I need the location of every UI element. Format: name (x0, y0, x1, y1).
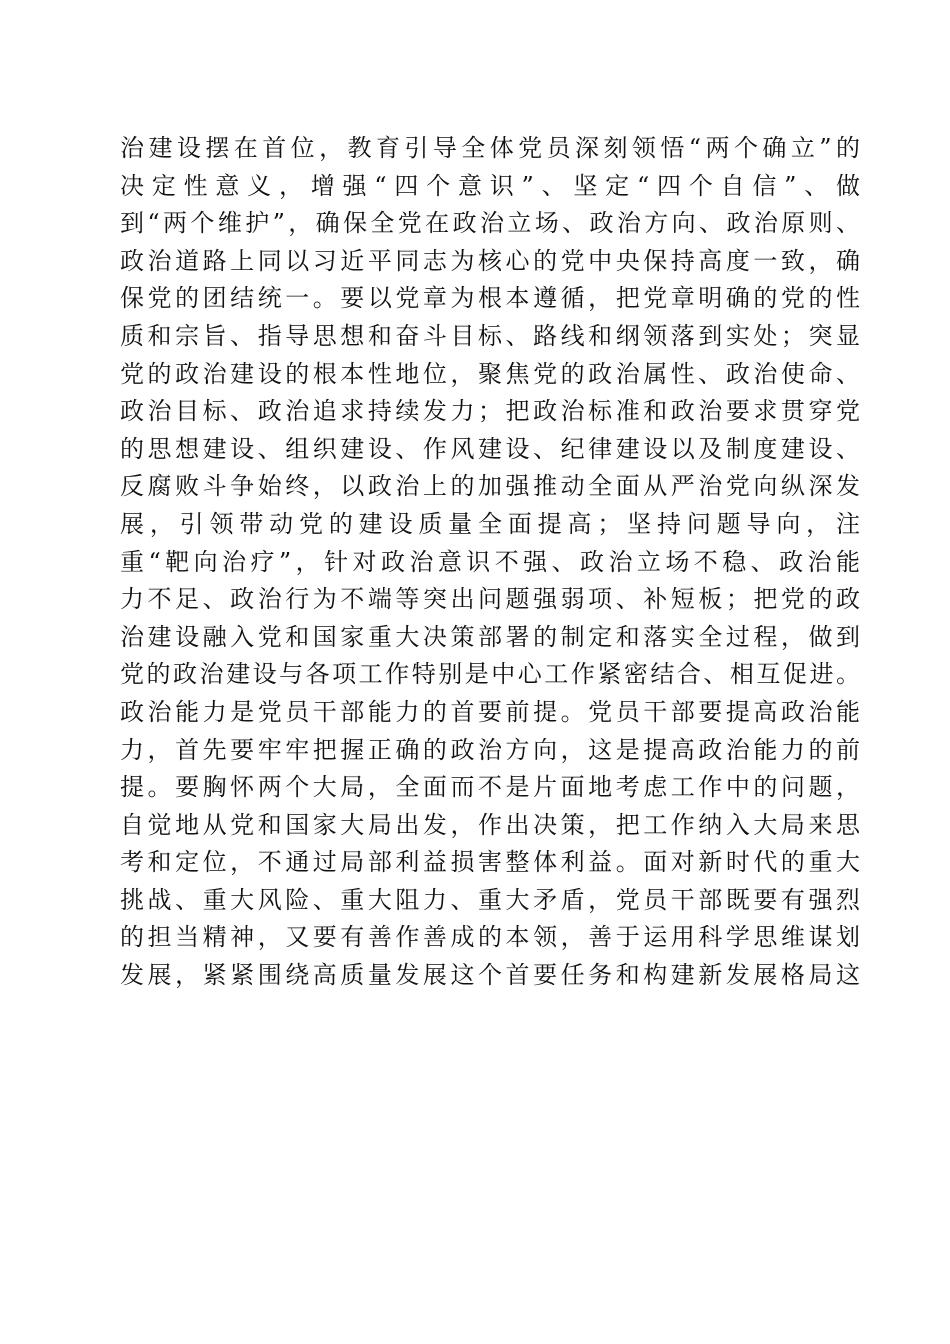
text-line-2: 决定性意义，增强“四个意识”、坚定“四个自信”、做 (120, 171, 860, 200)
text-line-3: 到“两个维护”，确保全党在政治立场、政治方向、政治原则、 (120, 209, 860, 238)
text-line-21: 挑战、重大风险、重大阻力、重大矛盾，党员干部既要有强烈 (120, 885, 860, 914)
text-line-1: 治建设摆在首位，教育引导全体党员深刻领悟“两个确立”的 (120, 134, 860, 162)
text-line-11: 展，引领带动党的建设质量全面提高；坚持问题导向，注 (120, 509, 860, 538)
text-line-22: 的担当精神，又要有善作善成的本领，善于运用科学思维谋划 (120, 923, 860, 952)
text-line-23: 发展，紧紧围绕高质量发展这个首要任务和构建新发展格局这 (120, 961, 860, 990)
text-line-13: 力不足、政治行为不端等突出问题强弱项、补短板；把党的政 (120, 585, 860, 614)
text-line-20: 考和定位，不通过局部利益损害整体利益。面对新时代的重大 (120, 848, 860, 877)
body-text (120, 130, 860, 995)
text-line-17: 力，首先要牢牢把握正确的政治方向，这是提高政治能力的前 (120, 735, 860, 764)
text-line-12: 重“靶向治疗”，针对政治意识不强、政治立场不稳、政治能 (120, 547, 860, 576)
text-line-15: 党的政治建设与各项工作特别是中心工作紧密结合、相互促进。 (120, 660, 860, 689)
text-line-7: 党的政治建设的根本性地位，聚焦党的政治属性、政治使命、 (120, 359, 860, 388)
text-line-10: 反腐败斗争始终，以政治上的加强推动全面从严治党向纵深发 (120, 472, 860, 501)
text-line-18: 提。要胸怀两个大局，全面而不是片面地考虑工作中的问题， (120, 773, 860, 802)
text-line-19: 自觉地从党和国家大局出发，作出决策，把工作纳入大局来思 (120, 810, 860, 839)
text-line-14: 治建设融入党和国家重大决策部署的制定和落实全过程，做到 (120, 622, 860, 651)
text-line-4: 政治道路上同以习近平同志为核心的党中央保持高度一致，确 (120, 246, 860, 275)
text-line-8: 政治目标、政治追求持续发力；把政治标准和政治要求贯穿党 (120, 397, 860, 426)
text-line-9: 的思想建设、组织建设、作风建设、纪律建设以及制度建设、 (120, 434, 860, 463)
text-line-16: 政治能力是党员干部能力的首要前提。党员干部要提高政治能 (120, 697, 860, 726)
text-line-6: 质和宗旨、指导思想和奋斗目标、路线和纲领落到实处；突显 (120, 321, 860, 350)
text-line-5: 保党的团结统一。要以党章为根本遵循，把党章明确的党的性 (120, 284, 860, 313)
